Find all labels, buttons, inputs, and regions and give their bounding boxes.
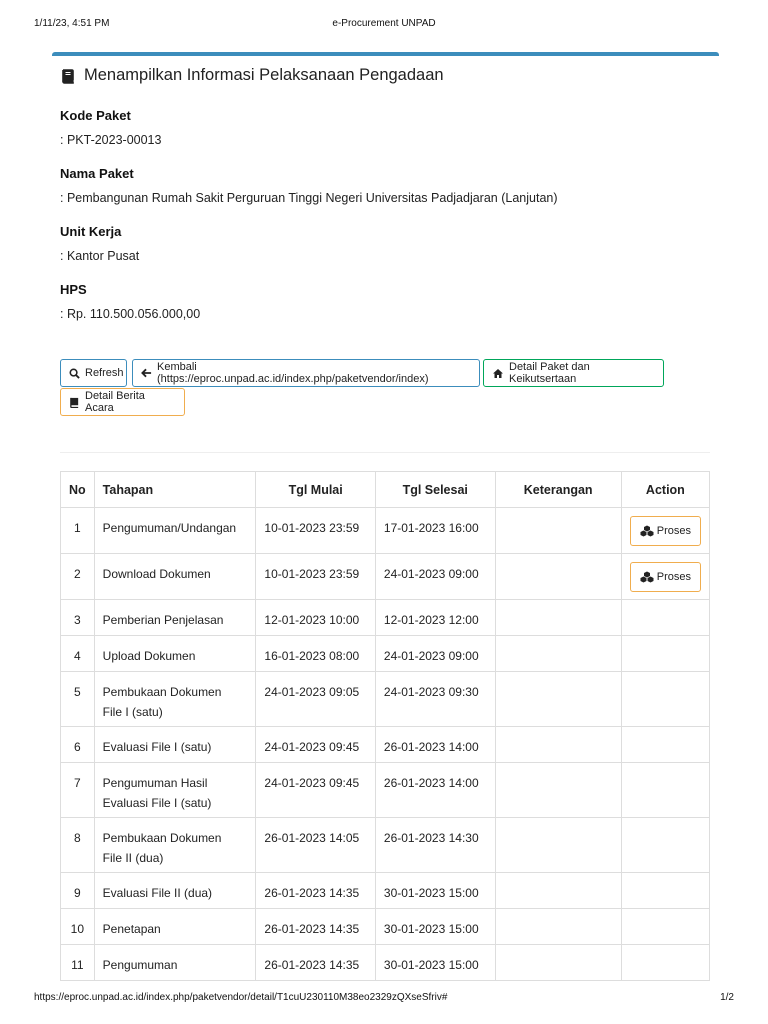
cell-no: 5 xyxy=(61,672,95,727)
cell-tahapan: Pemberian Penjelasan xyxy=(94,600,256,636)
cell-action xyxy=(621,945,709,981)
kembali-label: Kembali (https://eproc.unpad.ac.id/index.php/paketvendor/index) xyxy=(157,361,429,385)
search-icon xyxy=(69,368,80,379)
cell-tgl-selesai: 30-01-2023 15:00 xyxy=(375,873,495,909)
cell-action xyxy=(621,636,709,672)
th-tgl-selesai: Tgl Selesai xyxy=(375,472,495,508)
cell-tgl-selesai: 30-01-2023 15:00 xyxy=(375,909,495,945)
cell-tahapan xyxy=(94,672,256,727)
unit-kerja-label: Unit Kerja xyxy=(60,224,122,239)
cell-keterangan xyxy=(495,554,621,600)
table-row xyxy=(61,727,710,763)
th-action: Action xyxy=(621,472,709,508)
table-row xyxy=(61,554,710,600)
cell-keterangan xyxy=(495,909,621,945)
cell-no: 1 xyxy=(61,508,95,554)
hps-value: : Rp. 110.500.056.000,00 xyxy=(60,307,201,321)
kembali-button[interactable] xyxy=(132,359,480,387)
detail-paket-button[interactable] xyxy=(483,359,664,387)
cell-keterangan xyxy=(495,600,621,636)
cell-tgl-mulai: 10-01-2023 23:59 xyxy=(256,554,375,600)
cell-tahapan xyxy=(94,763,256,818)
cell-no: 3 xyxy=(61,600,95,636)
tahapan-line-2: File I (satu) xyxy=(102,705,163,719)
cell-no: 6 xyxy=(61,727,95,763)
cell-keterangan xyxy=(495,508,621,554)
cell-no: 7 xyxy=(61,763,95,818)
cell-no: 9 xyxy=(61,873,95,909)
tahapan-line-1: Pembukaan Dokumen xyxy=(102,831,222,845)
cell-no: 10 xyxy=(61,909,95,945)
arrow-left-icon xyxy=(141,368,152,378)
nama-paket-label: Nama Paket xyxy=(60,166,134,181)
proses-button[interactable] xyxy=(630,516,701,546)
table-header-row xyxy=(61,472,710,508)
table-row xyxy=(61,818,710,873)
kode-paket-value: : PKT-2023-00013 xyxy=(60,133,162,147)
book-icon xyxy=(60,68,76,84)
cell-tahapan: Evaluasi File I (satu) xyxy=(94,727,256,763)
page-title xyxy=(60,66,444,85)
cell-tahapan: Pengumuman/Undangan xyxy=(94,508,256,554)
print-page-number: 1/2 xyxy=(720,992,734,1003)
berita-acara-button[interactable] xyxy=(60,388,185,416)
print-url: https://eproc.unpad.ac.id/index.php/paketvendor/detail/T1cuU230110M38eo2329zQXseSfriv# xyxy=(34,992,448,1003)
cell-tahapan: Evaluasi File II (dua) xyxy=(94,873,256,909)
table-row xyxy=(61,600,710,636)
tahapan-table xyxy=(60,471,710,981)
home-icon xyxy=(492,368,504,379)
cell-no: 2 xyxy=(61,554,95,600)
cell-no: 4 xyxy=(61,636,95,672)
cell-tahapan: Download Dokumen xyxy=(94,554,256,600)
cell-action xyxy=(621,554,709,600)
divider xyxy=(60,452,710,453)
detail-paket-label: Detail Paket dan Keikutsertaan xyxy=(509,361,590,385)
cell-tgl-mulai: 24-01-2023 09:45 xyxy=(256,727,375,763)
cell-action xyxy=(621,873,709,909)
cell-tgl-mulai: 24-01-2023 09:45 xyxy=(256,763,375,818)
tahapan-line-1: Pembukaan Dokumen xyxy=(102,685,222,699)
cell-keterangan xyxy=(495,945,621,981)
cell-tgl-selesai: 24-01-2023 09:30 xyxy=(375,672,495,727)
cell-keterangan xyxy=(495,672,621,727)
print-footer xyxy=(34,992,734,1006)
cell-tgl-selesai: 24-01-2023 09:00 xyxy=(375,636,495,672)
cell-action xyxy=(621,672,709,727)
cell-action xyxy=(621,508,709,554)
cell-tgl-mulai: 26-01-2023 14:05 xyxy=(256,818,375,873)
cubes-icon xyxy=(640,571,654,583)
page-title-text: Menampilkan Informasi Pelaksanaan Pengadaan xyxy=(84,66,444,84)
cell-action xyxy=(621,818,709,873)
cell-action xyxy=(621,909,709,945)
proses-button[interactable] xyxy=(630,562,701,592)
cell-tgl-selesai: 24-01-2023 09:00 xyxy=(375,554,495,600)
cell-action xyxy=(621,600,709,636)
cell-tahapan: Upload Dokumen xyxy=(94,636,256,672)
tahapan-line-1: Pengumuman Hasil xyxy=(102,776,208,790)
cell-tahapan xyxy=(94,818,256,873)
info-panel xyxy=(52,52,719,986)
cell-tgl-mulai: 26-01-2023 14:35 xyxy=(256,945,375,981)
table-row xyxy=(61,873,710,909)
th-no: No xyxy=(61,472,95,508)
nama-paket-value: : Pembangunan Rumah Sakit Perguruan Tinggi Negeri Universitas Padjadjaran (Lanjutan) xyxy=(60,191,558,205)
cell-keterangan xyxy=(495,727,621,763)
refresh-button[interactable] xyxy=(60,359,127,387)
cell-no: 11 xyxy=(61,945,95,981)
cell-keterangan xyxy=(495,763,621,818)
cell-tgl-mulai: 12-01-2023 10:00 xyxy=(256,600,375,636)
cell-tgl-mulai: 10-01-2023 23:59 xyxy=(256,508,375,554)
cell-no: 8 xyxy=(61,818,95,873)
proses-label: Proses xyxy=(656,571,691,583)
cell-tgl-selesai: 17-01-2023 16:00 xyxy=(375,508,495,554)
cell-keterangan xyxy=(495,818,621,873)
print-header xyxy=(34,18,734,32)
th-keterangan: Keterangan xyxy=(495,472,621,508)
cell-tgl-mulai: 26-01-2023 14:35 xyxy=(256,873,375,909)
th-tgl-mulai: Tgl Mulai xyxy=(256,472,375,508)
tahapan-line-2: Evaluasi File I (satu) xyxy=(102,796,212,810)
cell-tgl-selesai: 26-01-2023 14:30 xyxy=(375,818,495,873)
cell-action xyxy=(621,763,709,818)
cell-keterangan xyxy=(495,636,621,672)
table-row xyxy=(61,636,710,672)
cell-tahapan: Penetapan xyxy=(94,909,256,945)
cell-tgl-mulai: 26-01-2023 14:35 xyxy=(256,909,375,945)
tahapan-line-2: File II (dua) xyxy=(102,851,164,865)
cubes-icon xyxy=(640,525,654,537)
print-datetime: 1/11/23, 4:51 PM xyxy=(34,18,110,29)
cell-tgl-selesai: 26-01-2023 14:00 xyxy=(375,727,495,763)
unit-kerja-value: : Kantor Pusat xyxy=(60,249,140,263)
cell-tgl-selesai: 26-01-2023 14:00 xyxy=(375,763,495,818)
print-page-title: e-Procurement UNPAD xyxy=(332,18,436,29)
refresh-label: Refresh xyxy=(85,367,124,379)
cell-tgl-selesai: 12-01-2023 12:00 xyxy=(375,600,495,636)
cell-tahapan: Pengumuman xyxy=(94,945,256,981)
cell-tgl-mulai: 24-01-2023 09:05 xyxy=(256,672,375,727)
hps-label: HPS xyxy=(60,282,87,297)
berita-acara-label: Detail Berita Acara xyxy=(85,390,145,414)
book-icon xyxy=(69,397,80,408)
table-row xyxy=(61,763,710,818)
table-row xyxy=(61,945,710,981)
cell-keterangan xyxy=(495,873,621,909)
proses-label: Proses xyxy=(656,525,691,537)
table-row xyxy=(61,909,710,945)
kode-paket-label: Kode Paket xyxy=(60,108,131,123)
table-row xyxy=(61,672,710,727)
table-row xyxy=(61,508,710,554)
cell-tgl-mulai: 16-01-2023 08:00 xyxy=(256,636,375,672)
cell-action xyxy=(621,727,709,763)
th-tahapan: Tahapan xyxy=(94,472,256,508)
cell-tgl-selesai: 30-01-2023 15:00 xyxy=(375,945,495,981)
